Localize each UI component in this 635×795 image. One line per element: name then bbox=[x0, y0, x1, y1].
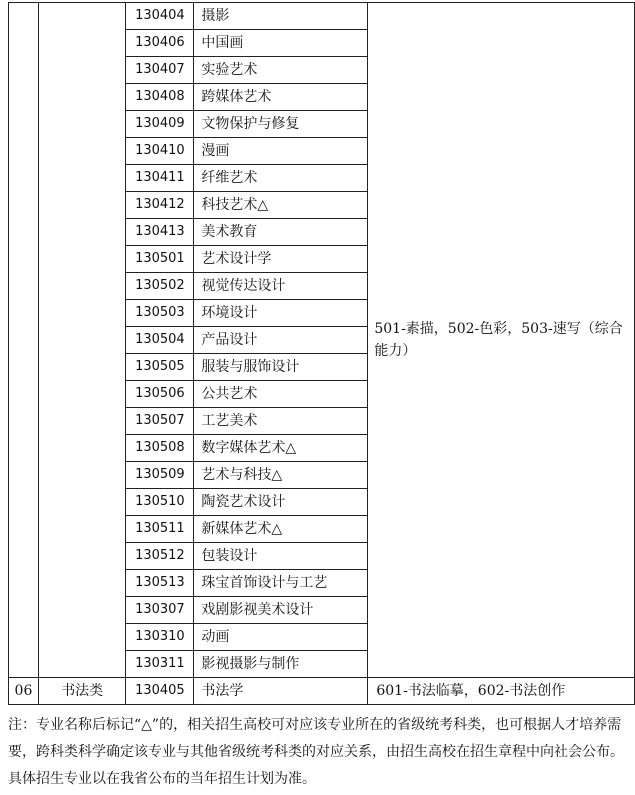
major-name: 艺术设计学 bbox=[194, 246, 368, 273]
major-code: 130404 bbox=[126, 3, 194, 30]
major-code: 130504 bbox=[126, 327, 194, 354]
major-code: 130506 bbox=[126, 381, 194, 408]
index-cell bbox=[9, 3, 39, 678]
major-code: 130501 bbox=[126, 246, 194, 273]
table-row-calligraphy bbox=[9, 678, 635, 705]
major-name: 纤维艺术 bbox=[194, 165, 368, 192]
major-name: 工艺美术 bbox=[194, 408, 368, 435]
major-code: 130409 bbox=[126, 111, 194, 138]
major-name: 包装设计 bbox=[194, 543, 368, 570]
major-name: 艺术与科技△ bbox=[194, 462, 368, 489]
major-code: 130405 bbox=[126, 678, 194, 705]
major-code: 130503 bbox=[126, 300, 194, 327]
major-name: 漫画 bbox=[194, 138, 368, 165]
major-code: 130508 bbox=[126, 435, 194, 462]
category-name: 书法类 bbox=[38, 678, 126, 705]
major-name: 美术教育 bbox=[194, 219, 368, 246]
major-code: 130413 bbox=[126, 219, 194, 246]
major-code: 130507 bbox=[126, 408, 194, 435]
major-table bbox=[8, 2, 635, 705]
major-code: 130311 bbox=[126, 651, 194, 678]
major-name: 戏剧影视美术设计 bbox=[194, 597, 368, 624]
exam-subjects-cell: 501-素描，502-色彩，503-速写（综合能力） bbox=[368, 3, 635, 678]
footnote: 注：专业名称后标记“△”的，相关招生高校可对应该专业所在的省级统考科类，也可根据人才培养需要，跨科类科学确定该专业与其他省级统考科类的对应关系，由招生高校在招生章程中向社会公布。具体招生专业以在我省公布的当年招生计划为准。 bbox=[8, 717, 624, 787]
major-name: 数字媒体艺术△ bbox=[194, 435, 368, 462]
table-row bbox=[9, 3, 635, 30]
major-code: 130505 bbox=[126, 354, 194, 381]
major-name: 服装与服饰设计 bbox=[194, 354, 368, 381]
major-code: 130512 bbox=[126, 543, 194, 570]
major-name: 珠宝首饰设计与工艺 bbox=[194, 570, 368, 597]
major-code: 130310 bbox=[126, 624, 194, 651]
major-code: 130509 bbox=[126, 462, 194, 489]
major-code: 130411 bbox=[126, 165, 194, 192]
major-code: 130307 bbox=[126, 597, 194, 624]
major-name: 产品设计 bbox=[194, 327, 368, 354]
major-name: 环境设计 bbox=[194, 300, 368, 327]
major-name: 新媒体艺术△ bbox=[194, 516, 368, 543]
major-code: 130406 bbox=[126, 30, 194, 57]
major-code: 130410 bbox=[126, 138, 194, 165]
major-name: 视觉传达设计 bbox=[194, 273, 368, 300]
major-name: 摄影 bbox=[194, 3, 368, 30]
category-index: 06 bbox=[9, 678, 39, 705]
major-code: 130407 bbox=[126, 57, 194, 84]
major-name: 动画 bbox=[194, 624, 368, 651]
major-name: 陶瓷艺术设计 bbox=[194, 489, 368, 516]
major-name: 公共艺术 bbox=[194, 381, 368, 408]
major-name: 书法学 bbox=[194, 678, 368, 705]
exam-subjects-cell: 601-书法临摹，602-书法创作 bbox=[368, 678, 635, 705]
major-code: 130513 bbox=[126, 570, 194, 597]
major-code: 130408 bbox=[126, 84, 194, 111]
category-cell bbox=[38, 3, 126, 678]
major-name: 中国画 bbox=[194, 30, 368, 57]
major-name: 文物保护与修复 bbox=[194, 111, 368, 138]
major-name: 实验艺术 bbox=[194, 57, 368, 84]
major-name: 影视摄影与制作 bbox=[194, 651, 368, 678]
major-code: 130510 bbox=[126, 489, 194, 516]
major-code: 130412 bbox=[126, 192, 194, 219]
major-code: 130511 bbox=[126, 516, 194, 543]
major-name: 跨媒体艺术 bbox=[194, 84, 368, 111]
major-code: 130502 bbox=[126, 273, 194, 300]
major-name: 科技艺术△ bbox=[194, 192, 368, 219]
